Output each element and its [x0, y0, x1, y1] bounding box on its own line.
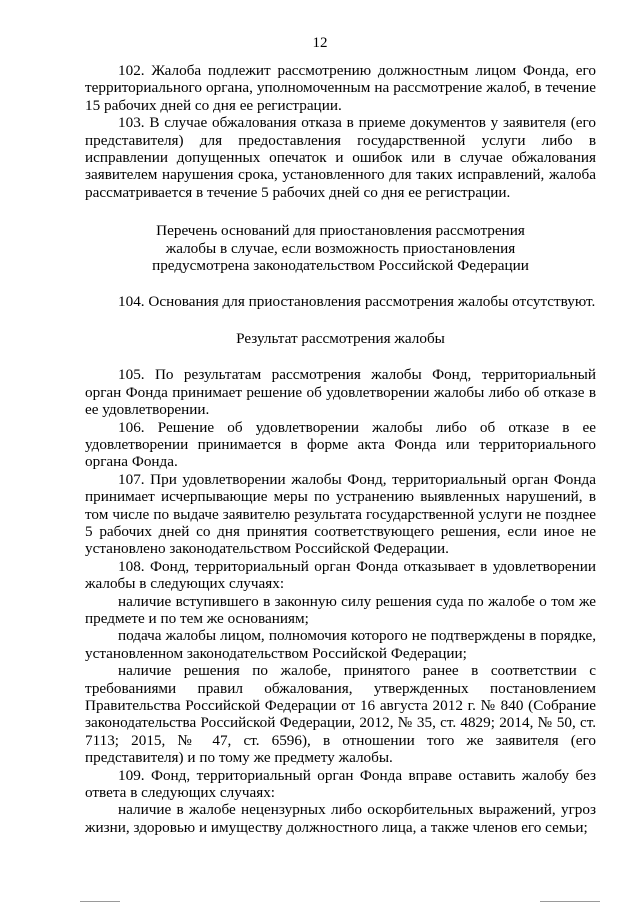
paragraph-108-item-3: наличие решения по жалобе, принятого ранее в соответствии с требованиями правил обжалования, утвержденных постановлением Правительства Российской Федерации от 16 августа 2012 г. № 840 (Собрание законодательства Российской Федерации, 2012, № 35, ст. 4829; 2014, № 50, ст. 7113; 2015, № 47, ст. 6596), в отношении того же заявителя (его представителя) и по тому же предмету жалобы. — [85, 662, 596, 767]
paragraph-102: 102. Жалоба подлежит рассмотрению должностным лицом Фонда, его территориального органа, уполномоченным на рассмотрение жалоб, в течение 15 рабочих дней со дня ее регистрации. — [85, 62, 596, 114]
scan-edge-marks — [0, 900, 640, 903]
paragraph-106: 106. Решение об удовлетворении жалобы либо об отказе в ее удовлетворении принимается в форме акта Фонда или территориального органа Фонда. — [85, 418, 596, 471]
paragraph-108: 108. Фонд, территориальный орган Фонда отказывает в удовлетворении жалобы в следующих случаях: — [85, 557, 596, 593]
section-heading-suspension-line-1: Перечень оснований для приостановления рассмотрения — [156, 222, 525, 240]
paragraph-104: 104. Основания для приостановления рассмотрения жалобы отсутствуют. — [118, 293, 596, 311]
section-heading-result: Результат рассмотрения жалобы — [236, 329, 445, 347]
paragraph-109-item-1: наличие в жалобе нецензурных либо оскорбительных выражений, угроз жизни, здоровью и имуществу должностного лица, а также членов его семьи; — [85, 801, 596, 836]
paragraph-108-item-2: подача жалобы лицом, полномочия которого не подтверждены в порядке, установленном законодательством Российской Федерации; — [85, 627, 596, 662]
paragraph-105: 105. По результатам рассмотрения жалобы Фонд, территориальный орган Фонда принимает решение об удовлетворении жалобы либо об отказе в ее удовлетворении. — [85, 366, 596, 419]
scan-edge-mark-right — [540, 901, 600, 902]
section-heading-suspension-line-2: жалобы в случае, если возможность приостановления — [165, 239, 516, 257]
paragraph-108-item-1: наличие вступившего в законную силу решения суда по жалобе о том же предмете и по тем же основаниям; — [85, 592, 596, 627]
page-number: 12 — [312, 35, 328, 51]
document-body — [85, 62, 596, 836]
section-heading-suspension-line-3: предусмотрена законодательством Российской Федерации — [152, 257, 529, 275]
paragraph-107: 107. При удовлетворении жалобы Фонд, территориальный орган Фонда принимает исчерпывающие меры по устранению выявленных нарушений, в том числе по выдаче заявителю результата государственной услуги не позднее 5 рабочих дней со дня принятия соответствующего решения, если иное не установлено законодательством Российской Федерации. — [85, 470, 596, 558]
paragraph-109: 109. Фонд, территориальный орган Фонда вправе оставить жалобу без ответа в следующих случаях: — [85, 766, 596, 802]
paragraph-103: 103. В случае обжалования отказа в приеме документов у заявителя (его представителя) для предоставления государственной услуги либо в исправлении допущенных опечаток и ошибок или в случае обжалования заявителем нарушения срока, установленного для таких исправлений, жалоба рассматривается в течение 5 рабочих дней со дня ее регистрации. — [85, 114, 596, 201]
scan-edge-mark-left — [80, 901, 120, 902]
